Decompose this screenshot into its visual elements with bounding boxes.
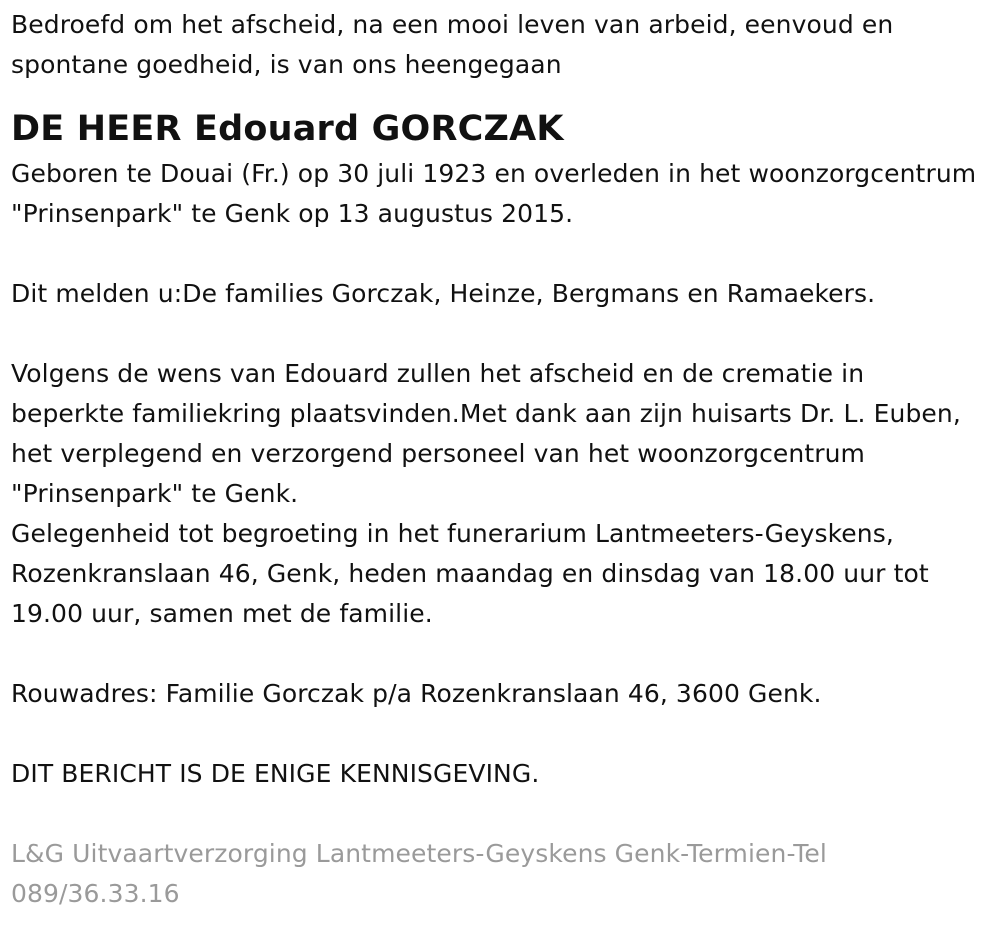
announced-by-text: Dit melden u:De families Gorczak, Heinze, Bergmans en Ramaekers. [11, 279, 876, 308]
visitation-text: Gelegenheid tot begroeting in het funerarium Lantmeeters-Geyskens, Rozenkranslaan 46, Genk, heden maandag en dinsdag van 18.00 uur tot 19.00 uur, samen met de familie. [11, 519, 929, 628]
funeral-home-text: L&G Uitvaartverzorging Lantmeeters-Geyskens Genk-Termien-Tel 089/36.33.16 [11, 839, 827, 908]
birth-death-text: Geboren te Douai (Fr.) op 30 juli 1923 en overleden in het woonzorgcentrum "Prinsenpark" te Genk op 13 augustus 2015. [11, 159, 977, 228]
deceased-name: DE HEER Edouard GORCZAK [11, 109, 564, 149]
intro-text: Bedroefd om het afscheid, na een mooi leven van arbeid, eenvoud en spontane goedheid, is van ons heengegaan [11, 10, 894, 79]
wishes-text: Volgens de wens van Edouard zullen het afscheid en de crematie in beperkte familiekring plaatsvinden.Met dank aan zijn huisarts Dr. L. Euben, het verplegend en verzorgend personeel van het woonzorgcentrum "Prinsenpark" te Genk. [11, 359, 961, 508]
only-notice-text: DIT BERICHT IS DE ENIGE KENNISGEVING. [11, 759, 540, 788]
mourning-address-text: Rouwadres: Familie Gorczak p/a Rozenkranslaan 46, 3600 Genk. [11, 679, 822, 708]
